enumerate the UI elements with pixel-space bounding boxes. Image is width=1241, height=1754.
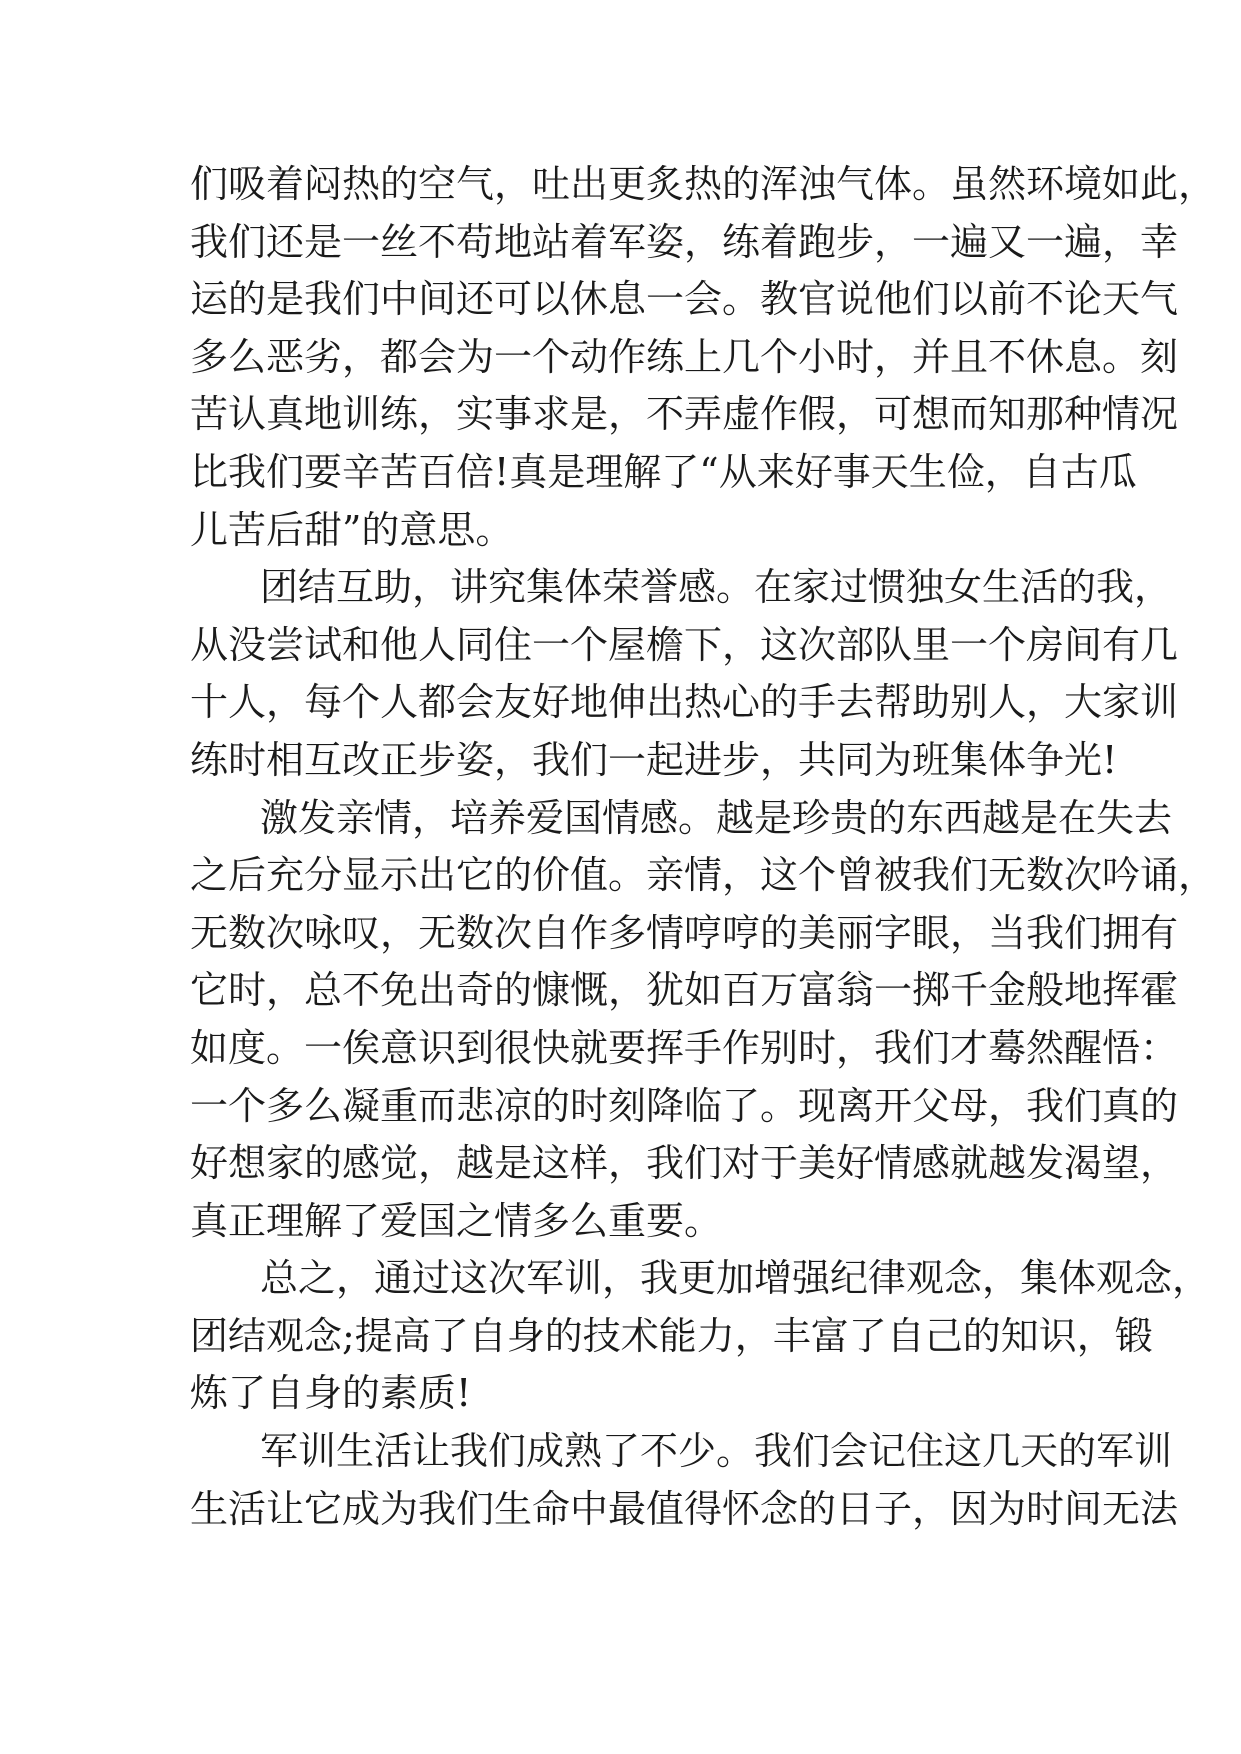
body-text <box>190 156 1217 1538</box>
text-line: 团结观念;提高了自身的技术能力，丰富了自己的知识，锻 <box>190 1313 1153 1358</box>
text-line: 儿苦后甜”的意思。 <box>190 507 514 552</box>
text-line: 一个多么凝重而悲凉的时刻降临了。现离开父母，我们真的 <box>190 1083 1179 1128</box>
text-line: 练时相互改正步姿，我们一起进步，共同为班集体争光! <box>190 737 1118 782</box>
text-line: 苦认真地训练，实事求是，不弄虚作假，可想而知那种情况 <box>190 392 1179 437</box>
text-line: 我们还是一丝不苟地站着军姿，练着跑步，一遍又一遍，幸 <box>190 219 1179 264</box>
paragraph-start-line: 激发亲情，培养爱国情感。越是珍贵的东西越是在失去 <box>260 795 1173 840</box>
text-line: 好想家的感觉，越是这样，我们对于美好情感就越发渴望， <box>190 1141 1179 1186</box>
text-line: 运的是我们中间还可以休息一会。教官说他们以前不论天气 <box>190 277 1179 322</box>
text-line: 如度。一俟意识到很快就要挥手作别时，我们才蓦然醒悟： <box>190 1025 1179 1070</box>
paragraph-start-line: 军训生活让我们成熟了不少。我们会记住这几天的军训 <box>260 1429 1173 1474</box>
text-line: 它时，总不免出奇的慷慨，犹如百万富翁一掷千金般地挥霍 <box>190 968 1179 1013</box>
text-line: 炼了自身的素质! <box>190 1371 472 1416</box>
text-line: 生活让它成为我们生命中最值得怀念的日子，因为时间无法 <box>190 1486 1179 1531</box>
text-line: 十人，每个人都会友好地伸出热心的手去帮助别人，大家训 <box>190 680 1179 725</box>
text-line: 之后充分显示出它的价值。亲情，这个曾被我们无数次吟诵， <box>190 853 1217 898</box>
text-line: 从没尝试和他人同住一个屋檐下，这次部队里一个房间有几 <box>190 622 1179 667</box>
text-line: 比我们要辛苦百倍!真是理解了“从来好事天生俭，自古瓜 <box>190 449 1137 494</box>
text-line: 们吸着闷热的空气，吐出更炙热的浑浊气体。虽然环境如此， <box>190 162 1217 206</box>
text-line: 无数次咏叹，无数次自作多情哼哼的美丽字眼，当我们拥有 <box>190 910 1179 955</box>
paragraph-start-line: 团结互助，讲究集体荣誉感。在家过惯独女生活的我， <box>260 565 1173 610</box>
paragraph-start-line: 总之，通过这次军训，我更加增强纪律观念，集体观念， <box>260 1256 1211 1301</box>
text-line: 多么恶劣，都会为一个动作练上几个小时，并且不休息。刻 <box>190 334 1179 379</box>
text-line: 真正理解了爱国之情多么重要。 <box>190 1198 723 1243</box>
